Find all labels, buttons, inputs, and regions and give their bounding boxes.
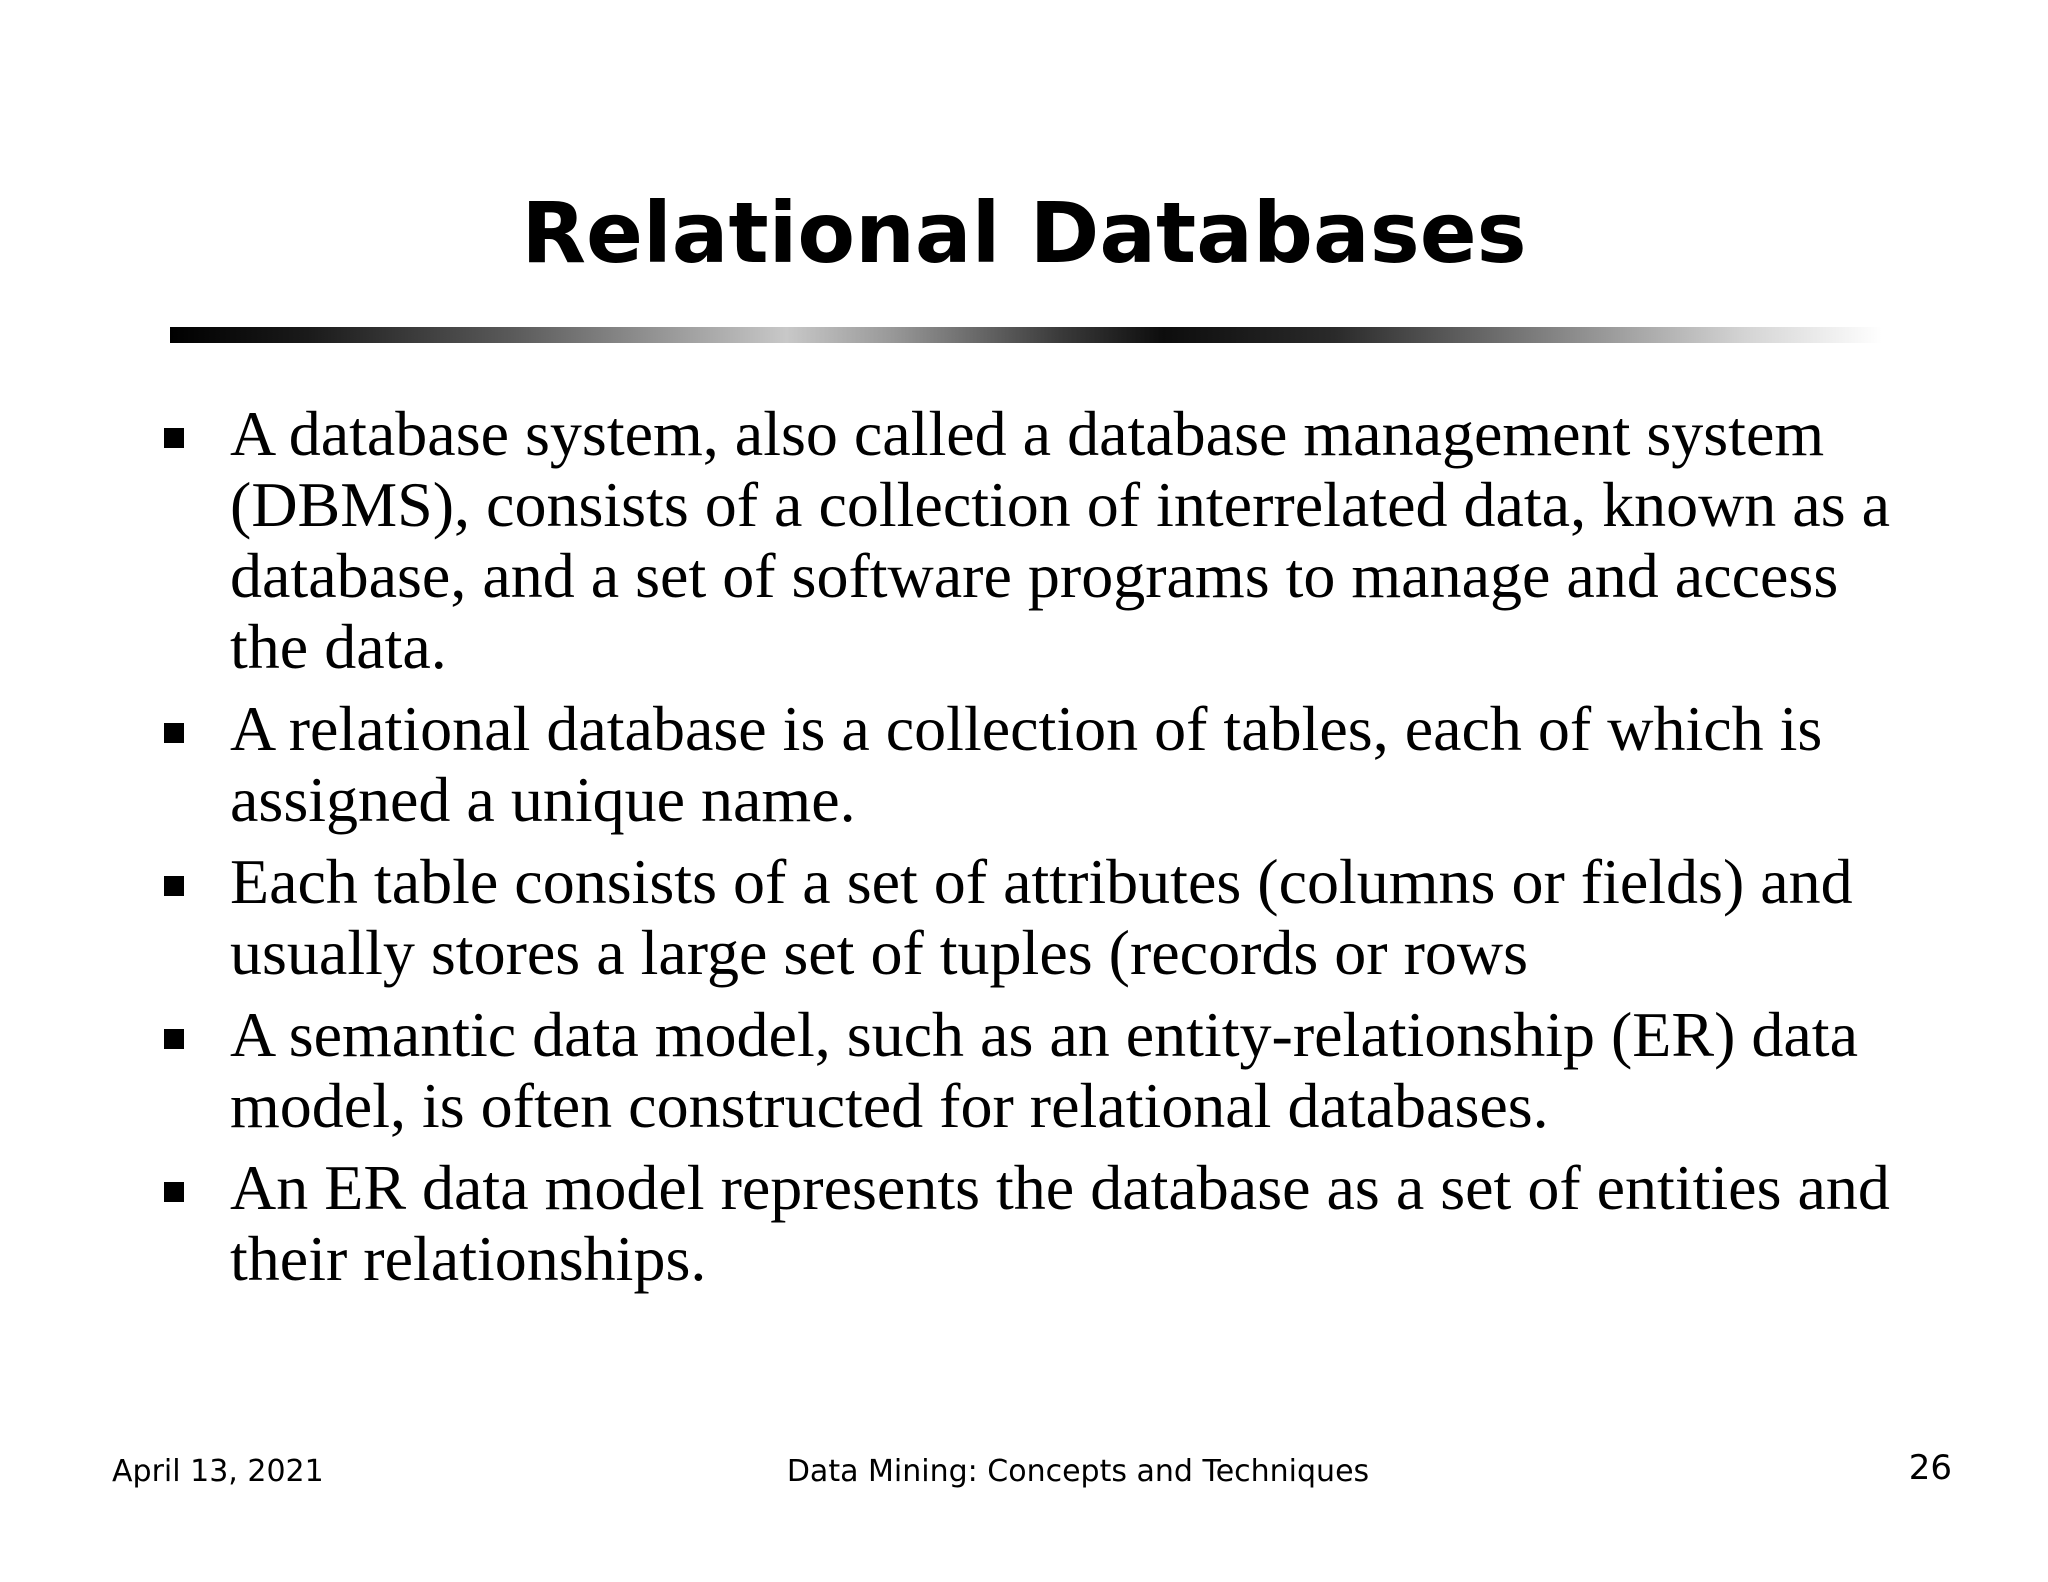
square-bullet-icon	[164, 876, 184, 896]
slide-title: Relational Databases	[521, 184, 1527, 282]
square-bullet-icon	[164, 1029, 184, 1049]
footer-title: Data Mining: Concepts and Techniques	[786, 1454, 1370, 1489]
square-bullet-icon	[164, 723, 184, 743]
bullet-item	[158, 999, 1898, 1141]
footer-date: April 13, 2021	[112, 1454, 324, 1489]
bullet-item	[158, 693, 1898, 835]
page-number: 26	[1908, 1448, 1952, 1488]
bullet-text: An ER data model represents the database as a set of entities and their relationships.	[230, 1152, 1890, 1294]
bullet-text: A semantic data model, such as an entity-relationship (ER) data model, is often constructed for relational databases.	[230, 999, 1858, 1141]
bullet-text: A relational database is a collection of tables, each of which is assigned a unique name.	[230, 693, 1823, 835]
bullet-list	[158, 398, 1898, 1305]
bullet-item	[158, 398, 1898, 682]
square-bullet-icon	[164, 1182, 184, 1202]
square-bullet-icon	[164, 428, 184, 448]
bullet-text: A database system, also called a database management system (DBMS), consists of a collection of interrelated data, known as a database, and a set of software programs to manage and access the data.	[230, 398, 1890, 682]
bullet-item	[158, 1152, 1898, 1294]
bullet-text: Each table consists of a set of attributes (columns or fields) and usually stores a large set of tuples (records or rows	[230, 846, 1853, 988]
bullet-item	[158, 846, 1898, 988]
title-divider	[170, 327, 1882, 343]
